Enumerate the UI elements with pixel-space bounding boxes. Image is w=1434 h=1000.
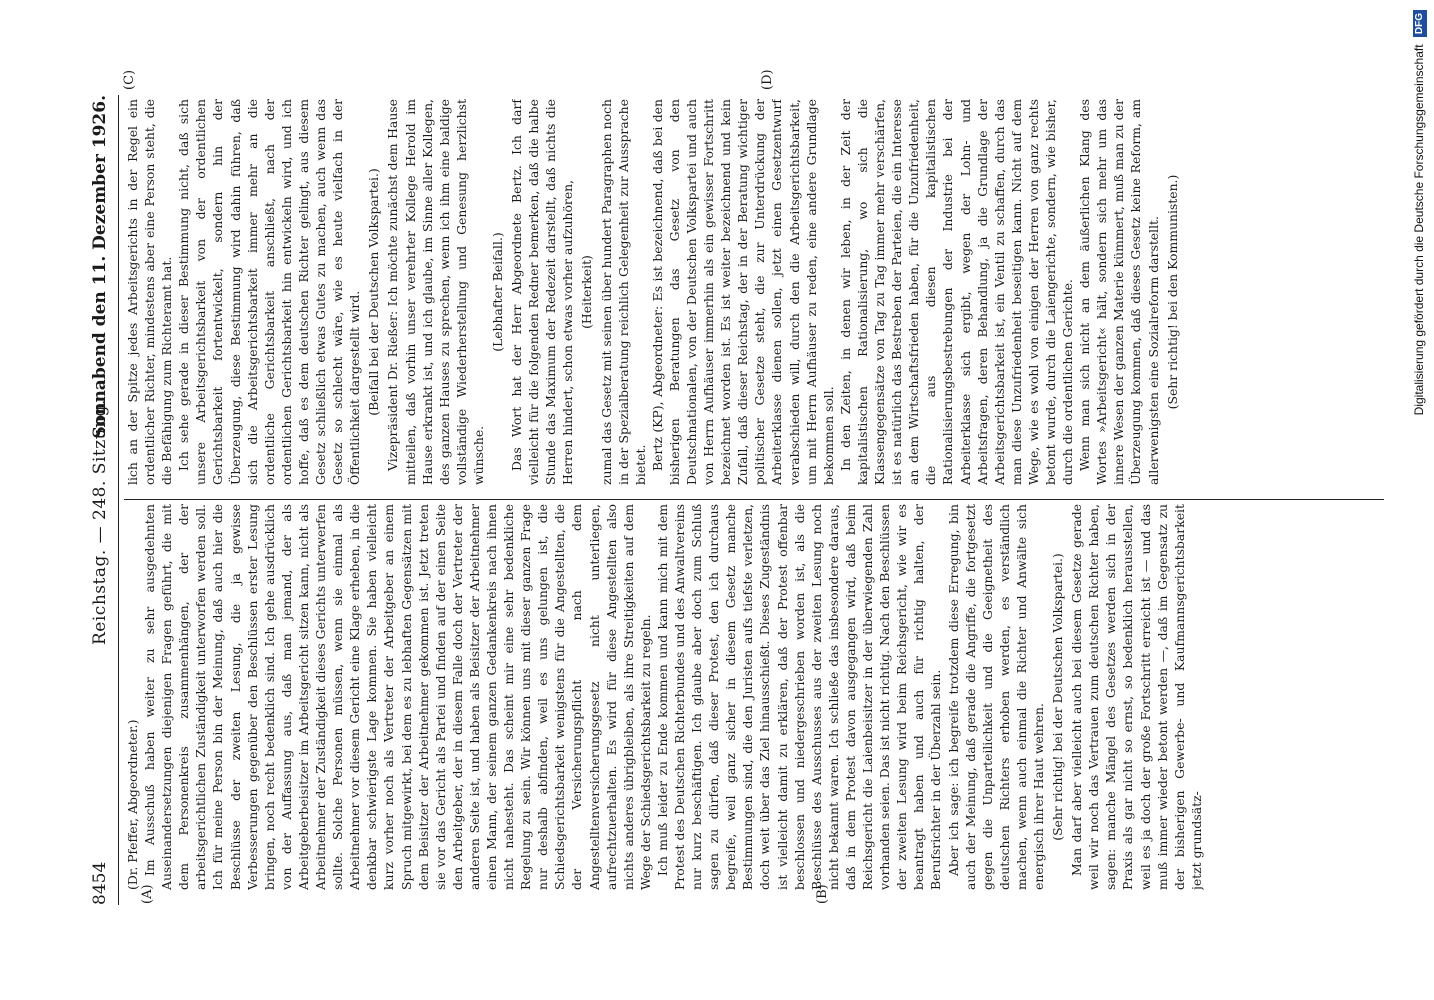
margin-marker-c: (C) xyxy=(122,69,137,90)
paragraph: Wenn man sich nicht an dem äußerlichen Klang des Wortes »Arbeitsgericht« hält, sondern sich mehr um das innere Wesen der ganzen Materie kümmert, muß man zu der Überzeugung kommen, daß dieses Gesetz keine Reform, am allerwenigsten eine Sozialreform darstellt. xyxy=(1077,99,1161,485)
interjection: (Sehr richtig! bei der Deutschen Volkspartei.) xyxy=(1050,553,1066,841)
digitization-text: Digitalisierung gefördert durch die Deutsche Forschungsgemeinschaft xyxy=(1412,44,1426,416)
paragraph: Vizepräsident Dr. Rießer: Ich möchte zunächst dem Hause mitteilen, daß vorhin unser verehrter Kollege Herold im Hause erkrankt ist, und ich glaube, im Sinne aller Kollegen, des ganzen Hauses zu sprechen, wenn ich ihm eine baldige vollständige Wiederherstellung und Genesung herzlichst wünsche. xyxy=(385,99,486,485)
interjection: (Heiterkeit) xyxy=(579,255,595,329)
page-header xyxy=(90,95,114,905)
dfg-logo: DFG xyxy=(1413,10,1427,37)
paragraph: Ich muß leider zu Ende kommen und kann mich mit dem Protest des Deutschen Richterbundes und des Anwaltvereins nur kurz beschäftigen. Ich glaube aber doch zum Schluß sagen zu dürfen, daß dieser Protest, den ich durchaus begreife, weil ganz sicher in diesem Gesetz manche Bestimmungen sind, die den Juristen aufs tiefste verletzen, doch weit über das Ziel hinausschießt. Dieses Zugeständnis ist vielleicht damit zu erklären, daß der Protest offenbar beschlossen und niedergeschrieben worden ist, als die Beschlüsse des Ausschusses aus der zweiten Lesung noch nicht bekannt waren. Ich schließe das insbesondere daraus, daß in dem Protest davon ausgegangen wird, daß beim Reichsgericht die Laienbeisitzer in der überwiegenden Zahl vorhanden seien. Das ist nicht richtig. Nach den Beschlüssen der zweiten Lesung wird beim Reichsgericht, wie wir es beantragt haben und auch für richtig halten, der Berufsrichter in der Überzahl sein. xyxy=(654,504,944,890)
paragraph: lich an der Spitze jedes Arbeitsgerichts in der Regel ein ordentlicher Richter, mindestens aber eine Person steht, die die Befähigung zum Richteramt hat. xyxy=(125,99,175,485)
column-divider xyxy=(124,499,1384,500)
header-rule xyxy=(118,95,119,905)
page-number: 8454 xyxy=(90,861,110,905)
left-column xyxy=(124,504,1384,890)
speaker-note: (Dr. Pfeffer, Abgeordneter.) xyxy=(125,719,140,890)
margin-marker-b: (B) xyxy=(815,884,830,904)
session-title: Reichstag. — 248. Sitzung. xyxy=(90,399,110,645)
interjection: (Beifall bei der Deutschen Volkspartei.) xyxy=(366,168,382,416)
paragraph: Im Ausschuß haben weiter zu sehr ausgedehnten Auseinandersetzungen diejenigen Fragen geführt, die mit dem Personenkreis zusammenhängen, der der arbeitsgerichtlichen Zuständigkeit unterworfen werden soll. Ich für meine Person bin der Meinung, daß auch hier die Beschlüsse der zweiten Lesung, die ja gewisse Verbesserungen gegenüber den Beschlüssen erster Lesung bringen, noch recht bedenklich sind. Ich gehe ausdrücklich von der Auffassung aus, daß man jemand, der als Arbeitgeberbeisitzer im Arbeitsgericht sitzen kann, nicht als Arbeitnehmer der Zuständigkeit dieses Gerichts unterwerfen sollte. Solche Personen müssen, wenn sie einmal als Arbeitnehmer vor diesem Gericht eine Klage erheben, in die denkbar schwierigste Lage kommen. Sie haben vielleicht kurz vorher noch als Vertreter der Arbeitgeber an einem Spruch mitgewirkt, bei dem es zu lebhaften Gegensätzen mit dem Beisitzer der Arbeitnehmer gekommen ist. Jetzt treten sie vor das Gericht als Partei und finden auf der einen Seite den Arbeitgeber, der in diesem Falle doch der Vertreter der anderen Seite ist, und haben als Beisitzer der Arbeitnehmer einen Mann, der seinem ganzen Gedankenkreis nach ihnen nicht nahesteht. Das scheint mir eine sehr bedenkliche Regelung zu sein. Wir können uns mit dieser ganzen Frage nur deshalb abfinden, weil es uns gelungen ist, die Schiedsgerichtsbarkeit wenigstens für die Angestellten, die der Versicherungspflicht nach dem Angestelltenversicherungsgesetz nicht unterliegen, aufrechtzuerhalten. Es wird für diese Angestellten also nichts anderes übrigbleiben, als ihre Streitigkeiten auf dem Wege der Schiedsgerichtsbarkeit zu regeln. xyxy=(142,504,653,890)
right-column xyxy=(124,99,1384,485)
paragraph: Das Wort hat der Herr Abgeordnete Bertz. Ich darf vielleicht für die folgenden Redner bemerken, daß die halbe Stunde das Maximum der Redezeit darstellt, daß nichts die Herren hindert, schon etwas vorher aufzuhören, xyxy=(509,99,576,485)
paragraph: In den Zeiten, in denen wir leben, in der Zeit der kapitalistischen Rationalisierung, wo sich die Klassengegensätze von Tag zu Tag immer mehr verschärfen, ist es natürlich das Bestreben der Parteien, die ein Interesse an dem Wirtschaftsfrieden haben, für die Unzufriedenheit, die aus diesen kapitalistischen Rationalisierungsbestrebungen der Industrie bei der Arbeiterklasse sich ergibt, wegen der Lohn- und Arbeitsfragen, deren Behandlung, ja die Grundlage der Arbeitsgerichtsbarkeit ist, ein Ventil zu schaffen, durch das man diese Unzufriedenheit beseitigen kann. Nicht auf dem Wege, wie es wohl von einigen der Herren von ganz rechts betont wurde, durch die Laiengerichte, sondern, wie bisher, durch die ordentlichen Gerichte. xyxy=(837,99,1076,485)
paragraph: Bertz (KP), Abgeordneter: Es ist bezeichnend, daß bei den bisherigen Beratungen das Gesetz von den Deutschnationalen, von der Deutschen Volkspartei und auch von Herrn Aufhäuser immerhin als ein gewisser Fortschritt bezeichnet worden ist. Es ist weiter bezeichnend und kein Zufall, daß dieser Reichstag, der in der Beratung wichtiger politischer Gesetze steht, die zur Unterdrückung der Arbeiterklasse dienen sollen, jetzt einen Gesetzentwurf verabschieden will, durch den die Arbeitsgerichtsbarkeit, um mit Herrn Aufhäuser zu reden, eine andere Grundlage bekommen soll. xyxy=(649,99,836,485)
paragraph: Man darf aber vielleicht auch bei diesem Gesetze gerade weil wir noch das Vertrauen zum deutschen Richter haben, sagen: manche Mängel des Gesetzes werden sich in der Praxis als gar nicht so ernst, so bedenklich herausstellen, weil es ja doch der große Fortschritt erreicht ist — und das muß immer wieder betont werden —, daß im Gegensatz zu der bisherigen Gewerbe- und Kaufmannsgerichtsbarkeit jetzt grundsätz- xyxy=(1069,504,1204,890)
session-date: Sonnabend den 11. Dezember 1926. xyxy=(90,95,110,439)
margin-marker-a: (A) xyxy=(140,884,155,904)
paragraph: zumal das Gesetz mit seinen über hundert Paragraphen noch in der Spezialberatung reichlich Gelegenheit zur Aussprache bietet. xyxy=(598,99,648,485)
interjection: (Lebhafter Beifall.) xyxy=(489,232,505,352)
digitization-note xyxy=(1405,0,1433,1000)
paragraph: Aber ich sage: ich begreife trotzdem diese Erregung, bin auch der Meinung, daß gerade die Angriffe, die fortgesetzt gegen die Unparteilichkeit und die Geeignetheit des deutschen Richters erhoben werden, es verständlich machen, wenn auch einmal die Richter und Anwälte sich energisch ihrer Haut wehren. xyxy=(945,504,1046,890)
interjection: (Sehr richtig! bei den Kommunisten.) xyxy=(1164,174,1180,410)
margin-marker-d: (D) xyxy=(760,69,775,90)
paragraph: Ich sehe gerade in dieser Bestimmung nicht, daß sich unsere Arbeitsgerichtsbarkeit von der ordentlichen Gerichtsbarkeit fortentwickelt, sondern hin der Überzeugung, diese Bestimmung wird dahin führen, daß sich die Arbeitsgerichtsbarkeit immer mehr an die ordentliche Gerichtsbarkeit anschließt, nach der ordentlichen Gerichtsbarkeit hin entwickeln wird, und ich hoffe, daß es dem deutschen Richter gelingt, aus diesem Gesetz schließlich etwas Gutes zu machen, auch wenn das Gesetz so schlecht wäre, wie es heute vielfach in der Öffentlichkeit dargestellt wird. xyxy=(176,99,363,485)
